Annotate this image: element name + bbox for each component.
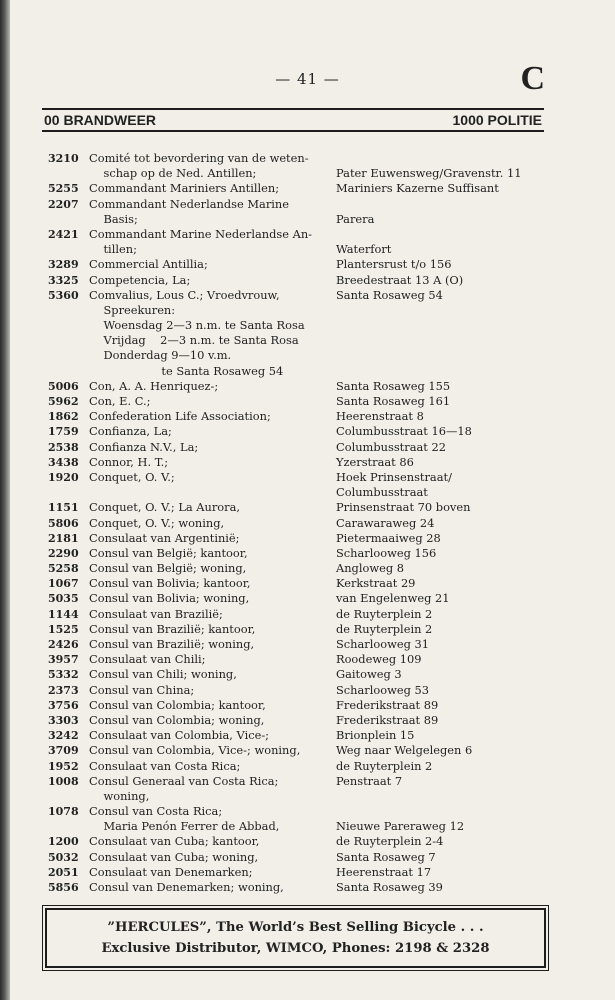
directory-entry-line [0, 637, 615, 652]
advertisement-line-1: ”HERCULES”, The World’s Best Selling Bicycle . . . [107, 920, 484, 935]
entry-phone-number: 3438 [48, 455, 79, 469]
entry-address: Waterfort [336, 242, 392, 257]
entry-address: de Ruyterplein 2-4 [336, 834, 444, 849]
entry-name: Comité tot bevordering van de weten- [89, 151, 309, 165]
directory-entry-line [0, 181, 615, 196]
entry-address: Mariniers Kazerne Suffisant [336, 181, 499, 196]
directory-entry-line [0, 591, 615, 606]
directory-entry-line [0, 455, 615, 470]
entry-address: Hoek Prinsenstraat/ [336, 469, 452, 484]
directory-entry-line [0, 409, 615, 424]
section-letter: C [520, 60, 545, 97]
entry-name: Con, A. A. Henriquez-; [89, 378, 219, 393]
directory-entry-line [0, 667, 615, 682]
entry-name: tillen; [89, 242, 137, 257]
advertisement-box [45, 908, 546, 968]
entry-phone-number: 5962 [48, 395, 79, 408]
entry-address: Penstraat 7 [336, 773, 403, 788]
entry-address: Columbusstraat 22 [336, 439, 446, 454]
entry-name: Consul van Bolivia; woning, [89, 591, 250, 606]
directory-entries [0, 151, 615, 895]
entry-phone-number: 3210 [48, 152, 79, 165]
directory-entry-line [0, 394, 615, 409]
entry-phone-number: 5360 [48, 288, 79, 302]
entry-phone-number: 2181 [48, 531, 79, 545]
entry-phone-number: 1920 [48, 470, 79, 484]
entry-name: Consul van Costa Rica; [89, 804, 223, 819]
directory-entry-line [0, 151, 615, 166]
entry-phone-number: 2051 [48, 865, 79, 879]
entry-address: Nieuwe Pareraweg 12 [336, 819, 465, 834]
entry-name: Consul van Colombia; woning, [89, 712, 265, 727]
entry-address: Frederikstraat 89 [336, 697, 439, 712]
directory-entry-line [0, 698, 615, 713]
entry-phone-number: 1862 [48, 410, 79, 424]
entry-phone-number: 2373 [48, 683, 79, 697]
entry-address: Scharlooweg 53 [336, 682, 430, 697]
entry-address: Plantersrust t/o 156 [336, 257, 452, 272]
entry-name: Consul van België; woning, [89, 561, 247, 576]
entry-name: Commandant Marine Nederlandse An- [89, 226, 313, 241]
entry-name: Consul van Bolivia; kantoor, [89, 576, 251, 591]
directory-entry-line [0, 318, 615, 333]
entry-name: Consul van Brazilië; woning, [89, 637, 255, 651]
directory-entry-line [0, 652, 615, 667]
entry-address: Columbusstraat 16—18 [336, 424, 472, 439]
header-left-range: 00 BRANDWEER [44, 112, 157, 128]
directory-entry-line [0, 273, 615, 288]
entry-name: Connor, H. T.; [89, 454, 169, 469]
directory-entry-line [0, 348, 615, 363]
directory-entry-line [0, 622, 615, 637]
entry-phone-number: 2421 [48, 227, 79, 241]
entry-phone-number: 1759 [48, 425, 79, 439]
page-number: — 41 — [275, 70, 340, 88]
directory-entry-line [0, 485, 615, 500]
entry-address: Heerenstraat 17 [336, 864, 432, 879]
entry-phone-number: 5806 [48, 516, 79, 530]
directory-entry-line [0, 819, 615, 834]
entry-address: Brionplein 15 [336, 728, 415, 743]
entry-name: Consulaat van Denemarken; [89, 864, 253, 879]
entry-address: Prinsenstraat 70 boven [336, 500, 471, 515]
entry-address: Weg naar Welgelegen 6 [336, 743, 473, 758]
entry-phone-number: 5255 [48, 182, 79, 196]
entry-address: Angloweg 8 [336, 561, 405, 576]
entry-phone-number: 2426 [48, 638, 79, 651]
directory-entry-line [0, 470, 615, 485]
entry-address: Pietermaaiweg 28 [336, 530, 441, 545]
entry-name: Conquet, O. V.; La Aurora, [89, 500, 241, 515]
entry-name: Commandant Mariniers Antillen; [89, 181, 280, 196]
entry-phone-number: 1952 [48, 759, 79, 773]
entry-phone-number: 3242 [48, 729, 79, 743]
entry-address: de Ruyterplein 2 [336, 606, 433, 621]
entry-phone-number: 1525 [48, 622, 79, 636]
entry-name: Consul van Colombia; kantoor, [89, 697, 266, 712]
directory-entry-line [0, 288, 615, 303]
entry-address: Columbusstraat [336, 485, 428, 500]
entry-name: Donderdag 9—10 v.m. [89, 348, 232, 363]
directory-entry-line [0, 212, 615, 227]
entry-name: Consulaat van Colombia, Vice-; [89, 728, 270, 743]
entry-phone-number: 5856 [48, 881, 79, 894]
entry-phone-number: 1200 [48, 835, 79, 849]
entry-name: Basis; [89, 211, 138, 226]
entry-name: Consul van België; kantoor, [89, 545, 248, 560]
directory-entry-line [0, 333, 615, 348]
directory-entry-line [0, 379, 615, 394]
directory-entry-line [0, 197, 615, 212]
directory-entry-line [0, 834, 615, 849]
directory-entry-line [0, 576, 615, 591]
directory-entry-line [0, 500, 615, 515]
entry-phone-number: 5332 [48, 668, 79, 682]
directory-entry-line [0, 713, 615, 728]
entry-address: Santa Rosaweg 155 [336, 378, 451, 393]
entry-name: Vrijdag 2—3 n.m. te Santa Rosa [89, 333, 299, 348]
directory-entry-line [0, 531, 615, 546]
entry-address: Pater Euwensweg/Gravenstr. 11 [336, 166, 522, 181]
entry-phone-number: 5006 [48, 379, 79, 393]
entry-name: Conquet, O. V.; woning, [89, 515, 225, 530]
entry-address: de Ruyterplein 2 [336, 758, 433, 773]
entry-name: Confianza N.V., La; [89, 439, 199, 454]
entry-address: Gaitoweg 3 [336, 667, 402, 682]
entry-name: Consulaat van Argentinië; [89, 530, 240, 545]
directory-entry-line [0, 759, 615, 774]
entry-name: Consul van Colombia, Vice-; woning, [89, 743, 301, 758]
directory-entry-line [0, 257, 615, 272]
advertisement-line-2: Exclusive Distributor, WIMCO, Phones: 2198 & 2328 [101, 941, 490, 956]
directory-entry-line [0, 166, 615, 181]
entry-name: Spreekuren: [89, 302, 176, 317]
entry-phone-number: 1144 [48, 607, 79, 621]
directory-entry-line [0, 804, 615, 819]
entry-address: Heerenstraat 8 [336, 409, 424, 424]
entry-address: Kerkstraat 29 [336, 576, 416, 591]
entry-name: Woensdag 2—3 n.m. te Santa Rosa [89, 318, 305, 333]
directory-entry-line [0, 242, 615, 257]
entry-phone-number: 3303 [48, 713, 79, 727]
entry-address: de Ruyterplein 2 [336, 621, 433, 636]
entry-name: Con, E. C.; [89, 394, 151, 408]
directory-entry-line [0, 440, 615, 455]
entry-address: Roodeweg 109 [336, 652, 422, 667]
entry-name: Consul van Chili; woning, [89, 667, 237, 682]
entry-phone-number: 5258 [48, 562, 79, 576]
entry-name: Conquet, O. V.; [89, 469, 175, 484]
directory-entry-line [0, 303, 615, 318]
entry-name: te Santa Rosaweg 54 [89, 363, 284, 378]
directory-entry-line [0, 561, 615, 576]
entry-address: Santa Rosaweg 7 [336, 849, 436, 864]
entry-phone-number: 1078 [48, 805, 79, 819]
entry-phone-number: 2538 [48, 440, 79, 454]
directory-entry-line [0, 743, 615, 758]
entry-phone-number: 2290 [48, 546, 79, 560]
directory-entry-line [0, 880, 615, 895]
entry-name: schap op de Ned. Antillen; [89, 166, 257, 181]
entry-name: Consulaat van Chili; [89, 652, 206, 667]
entry-name: Consul van Brazilië; kantoor, [89, 621, 256, 636]
directory-entry-line [0, 227, 615, 242]
entry-name: Maria Penón Ferrer de Abbad, [89, 819, 280, 834]
entry-phone-number: 1008 [48, 774, 79, 788]
entry-name: Consulaat van Cuba; woning, [89, 849, 259, 864]
entry-phone-number: 1067 [48, 577, 79, 591]
entry-name: Consul van China; [89, 682, 195, 697]
entry-address: Santa Rosaweg 161 [336, 394, 451, 408]
directory-entry-line [0, 516, 615, 531]
directory-entry-line [0, 424, 615, 439]
entry-name: Commandant Nederlandse Marine [89, 196, 289, 211]
entry-name: Consul van Denemarken; woning, [89, 880, 284, 894]
entry-name: Consul Generaal van Costa Rica; [89, 773, 279, 788]
entry-address: Yzerstraat 86 [336, 454, 414, 469]
entry-name: Consulaat van Costa Rica; [89, 758, 241, 773]
entry-phone-number: 3709 [48, 744, 79, 758]
entry-name: Comvalius, Lous C.; Vroedvrouw, [89, 287, 280, 302]
directory-entry-line [0, 774, 615, 789]
running-header [42, 108, 544, 132]
directory-entry-line [0, 728, 615, 743]
entry-address: Santa Rosaweg 39 [336, 880, 443, 894]
entry-phone-number: 5032 [48, 850, 79, 864]
entry-phone-number: 1151 [48, 501, 79, 515]
entry-name: Commercial Antillia; [89, 257, 208, 272]
entry-address: Parera [336, 211, 375, 226]
entry-phone-number: 2207 [48, 197, 79, 211]
entry-address: Breedestraat 13 A (O) [336, 272, 464, 287]
entry-name: Consulaat van Cuba; kantoor, [89, 834, 260, 849]
entry-address: Scharlooweg 156 [336, 545, 437, 560]
directory-entry-line [0, 607, 615, 622]
entry-phone-number: 3289 [48, 258, 79, 272]
entry-phone-number: 3756 [48, 698, 79, 712]
header-right-range: 1000 POLITIE [452, 112, 542, 128]
entry-address: Santa Rosaweg 54 [336, 287, 443, 302]
entry-address: van Engelenweg 21 [336, 591, 450, 606]
entry-name: Confianza, La; [89, 424, 172, 439]
entry-name: Consulaat van Brazilië; [89, 606, 223, 621]
directory-entry-line [0, 683, 615, 698]
entry-address: Scharlooweg 31 [336, 637, 430, 651]
directory-entry-line [0, 364, 615, 379]
entry-name: Competencia, La; [89, 272, 191, 287]
entry-name: woning, [89, 788, 150, 803]
entry-phone-number: 3325 [48, 273, 79, 287]
entry-phone-number: 5035 [48, 592, 79, 606]
directory-entry-line [0, 546, 615, 561]
directory-entry-line [0, 789, 615, 804]
entry-phone-number: 3957 [48, 653, 79, 667]
entry-address: Frederikstraat 89 [336, 712, 439, 727]
entry-name: Confederation Life Association; [89, 409, 271, 424]
entry-address: Carawaraweg 24 [336, 515, 435, 530]
directory-entry-line [0, 850, 615, 865]
directory-entry-line [0, 865, 615, 880]
